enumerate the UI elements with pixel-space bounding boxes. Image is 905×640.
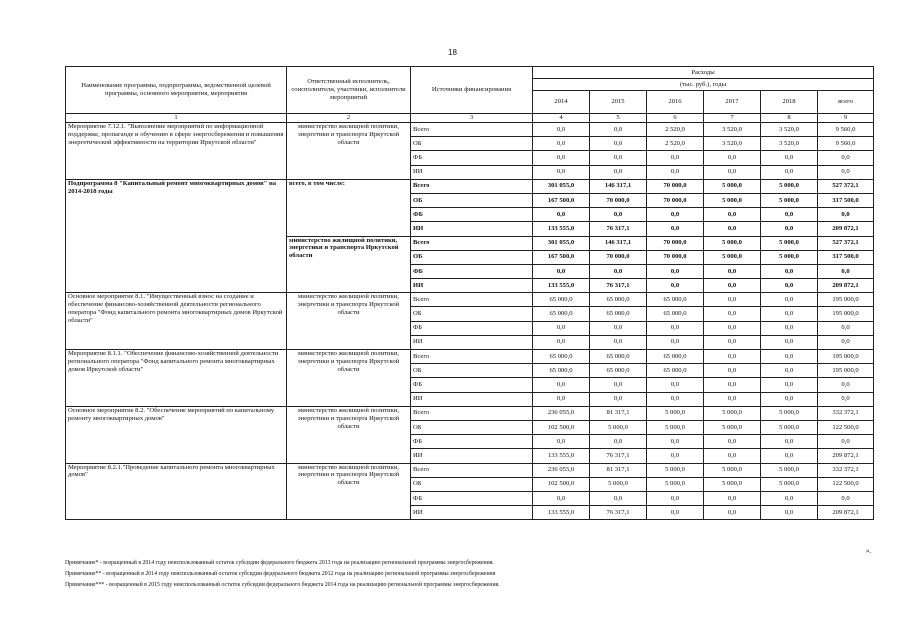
budget-table	[65, 66, 874, 520]
value-cell: 0,0	[533, 392, 590, 406]
value-cell: 195 000,0	[818, 307, 874, 321]
value-cell: 0,0	[704, 435, 761, 449]
funding-source: ФБ	[411, 264, 533, 278]
value-cell: 0,0	[761, 350, 818, 364]
value-cell: 0,0	[647, 151, 704, 165]
value-cell: 0,0	[761, 378, 818, 392]
value-cell: 102 500,0	[533, 477, 590, 491]
value-cell: 0,0	[533, 165, 590, 179]
value-cell: 167 500,0	[533, 193, 590, 207]
value-cell: 0,0	[761, 435, 818, 449]
value-cell: 70 000,0	[647, 236, 704, 250]
header-year: 2016	[647, 91, 704, 114]
item-executor: министерство жилищной политики, энергетики и транспорта Иркутской области	[287, 463, 411, 520]
value-cell: 0,0	[704, 449, 761, 463]
notes	[65, 558, 873, 591]
value-cell: 5 000,0	[761, 193, 818, 207]
value-cell: 0,0	[761, 321, 818, 335]
value-cell: 0,0	[647, 506, 704, 520]
value-cell: 0,0	[647, 435, 704, 449]
column-number: 1	[66, 114, 287, 123]
value-cell: 0,0	[818, 491, 874, 505]
funding-source: ОБ	[411, 477, 533, 491]
value-cell: 301 055,0	[533, 236, 590, 250]
table-row	[66, 123, 874, 137]
value-cell: 0,0	[590, 321, 647, 335]
value-cell: 0,0	[704, 279, 761, 293]
funding-source: ФБ	[411, 321, 533, 335]
value-cell: 209 872,1	[818, 279, 874, 293]
value-cell: 0,0	[590, 151, 647, 165]
value-cell: 146 317,1	[590, 236, 647, 250]
value-cell: 65 000,0	[533, 307, 590, 321]
funding-source: ФБ	[411, 378, 533, 392]
value-cell: 0,0	[761, 208, 818, 222]
value-cell: 0,0	[818, 321, 874, 335]
value-cell: 0,0	[647, 279, 704, 293]
value-cell: 0,0	[761, 264, 818, 278]
value-cell: 0,0	[761, 307, 818, 321]
value-cell: 0,0	[590, 335, 647, 349]
funding-source: ОБ	[411, 193, 533, 207]
value-cell: 3 520,0	[704, 137, 761, 151]
header-year: 2018	[761, 91, 818, 114]
value-cell: 301 055,0	[533, 179, 590, 193]
value-cell: 2 520,0	[647, 137, 704, 151]
value-cell: 9 560,0	[818, 123, 874, 137]
value-cell: 3 520,0	[761, 137, 818, 151]
item-name: Мероприятие 8.1.1. "Обеспечение финансово-хозяйственной деятельности регионального оператора "Фонд капитального ремонта многоквартирных домов Иркутской области"	[66, 350, 287, 407]
value-cell: 70 000,0	[647, 193, 704, 207]
value-cell: 76 317,1	[590, 449, 647, 463]
item-name: Мероприятие 8.2.1."Проведение капитального ремонта многоквартирных домов"	[66, 463, 287, 520]
funding-source: ИИ	[411, 506, 533, 520]
value-cell: 2 520,0	[647, 123, 704, 137]
funding-source: ОБ	[411, 420, 533, 434]
value-cell: 70 000,0	[590, 250, 647, 264]
item-executor: министерство жилищной политики, энергетики и транспорта Иркутской области	[287, 406, 411, 463]
note: Примечание** - возращенный в 2014 году неиспользованный остаток субсидии федерального бюджета 2012 года на реализацию региональной программы энергосбережения	[65, 571, 496, 577]
funding-source: ОБ	[411, 137, 533, 151]
funding-source: ИИ	[411, 165, 533, 179]
value-cell: 0,0	[761, 449, 818, 463]
value-cell: 65 000,0	[647, 293, 704, 307]
value-cell: 236 055,0	[533, 463, 590, 477]
value-cell: 317 500,0	[818, 250, 874, 264]
value-cell: 133 555,0	[533, 279, 590, 293]
table-row	[66, 463, 874, 477]
value-cell: 209 872,1	[818, 449, 874, 463]
value-cell: 0,0	[704, 222, 761, 236]
value-cell: 0,0	[590, 137, 647, 151]
value-cell: 5 000,0	[761, 463, 818, 477]
value-cell: 195 000,0	[818, 350, 874, 364]
funding-source: ФБ	[411, 208, 533, 222]
value-cell: 76 317,1	[590, 279, 647, 293]
header-year: 2017	[704, 91, 761, 114]
column-number: 3	[411, 114, 533, 123]
closing-mark: ».	[866, 547, 872, 555]
value-cell: 0,0	[704, 264, 761, 278]
funding-source: Всего	[411, 123, 533, 137]
funding-source: ФБ	[411, 491, 533, 505]
value-cell: 5 000,0	[761, 420, 818, 434]
value-cell: 65 000,0	[590, 293, 647, 307]
value-cell: 0,0	[704, 151, 761, 165]
value-cell: 0,0	[647, 491, 704, 505]
value-cell: 0,0	[647, 264, 704, 278]
value-cell: 0,0	[590, 208, 647, 222]
item-name: Основное мероприятие 8.1. "Имущественный взнос на создание и обеспечение финансово-хозяйственной деятельности регионального оператора "Фонд капитального ремонта многоквартирных домов Иркутской области"	[66, 293, 287, 350]
value-cell: 65 000,0	[533, 364, 590, 378]
header-year: 2014	[533, 91, 590, 114]
page-number: 18	[448, 48, 457, 57]
value-cell: 527 372,1	[818, 179, 874, 193]
value-cell: 236 055,0	[533, 406, 590, 420]
funding-source: Всего	[411, 350, 533, 364]
value-cell: 0,0	[818, 335, 874, 349]
value-cell: 0,0	[647, 392, 704, 406]
value-cell: 0,0	[590, 165, 647, 179]
funding-source: ИИ	[411, 449, 533, 463]
funding-source: ИИ	[411, 279, 533, 293]
value-cell: 5 000,0	[647, 406, 704, 420]
value-cell: 5 000,0	[704, 477, 761, 491]
value-cell: 76 317,1	[590, 222, 647, 236]
item-executor: министерство жилищной политики, энергетики и транспорта Иркутской области	[287, 236, 411, 293]
value-cell: 5 000,0	[704, 406, 761, 420]
value-cell: 5 000,0	[647, 463, 704, 477]
value-cell: 102 500,0	[533, 420, 590, 434]
value-cell: 5 000,0	[761, 236, 818, 250]
value-cell: 0,0	[704, 165, 761, 179]
value-cell: 0,0	[704, 392, 761, 406]
value-cell: 317 500,0	[818, 193, 874, 207]
value-cell: 65 000,0	[647, 307, 704, 321]
column-number: 2	[287, 114, 411, 123]
budget-table-body	[66, 67, 874, 520]
value-cell: 81 317,1	[590, 463, 647, 477]
funding-source: ИИ	[411, 392, 533, 406]
header-executor: Ответственный исполнитель, соисполнители, участники, исполнители мероприятий	[287, 67, 411, 114]
value-cell: 65 000,0	[590, 364, 647, 378]
value-cell: 0,0	[533, 123, 590, 137]
value-cell: 122 500,0	[818, 420, 874, 434]
value-cell: 3 520,0	[704, 123, 761, 137]
value-cell: 0,0	[533, 264, 590, 278]
value-cell: 0,0	[704, 378, 761, 392]
item-executor: министерство жилищной политики, энергетики и транспорта Иркутской области	[287, 123, 411, 180]
value-cell: 0,0	[761, 364, 818, 378]
value-cell: 0,0	[761, 392, 818, 406]
value-cell: 0,0	[533, 137, 590, 151]
value-cell: 0,0	[590, 435, 647, 449]
value-cell: 332 372,1	[818, 463, 874, 477]
value-cell: 133 555,0	[533, 506, 590, 520]
table-row	[66, 179, 874, 193]
value-cell: 0,0	[704, 307, 761, 321]
value-cell: 0,0	[647, 378, 704, 392]
value-cell: 5 000,0	[704, 250, 761, 264]
item-name: Основное мероприятие 8.2. "Обеспечение мероприятий по капитальному ремонту многоквартирных домов"	[66, 406, 287, 463]
value-cell: 5 000,0	[704, 179, 761, 193]
header-source: Источники финансирования	[411, 67, 533, 114]
header-units: (тыс. руб.), годы	[533, 79, 874, 91]
value-cell: 0,0	[818, 378, 874, 392]
value-cell: 0,0	[761, 165, 818, 179]
value-cell: 0,0	[818, 392, 874, 406]
note: Примечание*** - возращенный в 2015 году неиспользованный остаток субсидии федерального бюджета 2014 года на реализацию региональной программы энергосбережения.	[65, 582, 500, 588]
table-row	[66, 350, 874, 364]
column-number: 4	[533, 114, 590, 123]
value-cell: 146 317,1	[590, 179, 647, 193]
value-cell: 0,0	[761, 335, 818, 349]
value-cell: 81 317,1	[590, 406, 647, 420]
value-cell: 65 000,0	[533, 350, 590, 364]
value-cell: 0,0	[533, 151, 590, 165]
value-cell: 195 000,0	[818, 364, 874, 378]
funding-source: Всего	[411, 463, 533, 477]
item-executor: министерство жилищной политики, энергетики и транспорта Иркутской области	[287, 293, 411, 350]
column-number: 9	[818, 114, 874, 123]
header-expenses: Расходы	[533, 67, 874, 79]
funding-source: ФБ	[411, 151, 533, 165]
item-name: Мероприятие 7.12.1. "Выполнение мероприятий по информационной поддержке, пропаганде и обучению в сфере энергосбережения и повышения энергетической эффективности на территории Иркутской области"	[66, 123, 287, 180]
table-row	[66, 406, 874, 420]
value-cell: 5 000,0	[590, 477, 647, 491]
value-cell: 0,0	[590, 378, 647, 392]
value-cell: 0,0	[761, 279, 818, 293]
table-row	[66, 293, 874, 307]
value-cell: 5 000,0	[590, 420, 647, 434]
column-number: 6	[647, 114, 704, 123]
value-cell: 0,0	[533, 491, 590, 505]
column-number: 8	[761, 114, 818, 123]
value-cell: 65 000,0	[590, 350, 647, 364]
value-cell: 0,0	[647, 321, 704, 335]
value-cell: 65 000,0	[533, 293, 590, 307]
value-cell: 0,0	[704, 364, 761, 378]
value-cell: 122 500,0	[818, 477, 874, 491]
column-number: 7	[704, 114, 761, 123]
funding-source: ОБ	[411, 364, 533, 378]
value-cell: 0,0	[818, 151, 874, 165]
value-cell: 5 000,0	[647, 420, 704, 434]
funding-source: ФБ	[411, 435, 533, 449]
value-cell: 9 560,0	[818, 137, 874, 151]
item-executor: всего, в том числе:	[287, 179, 411, 236]
note: Примечание* - возращенный в 2014 году неиспользованный остаток субсидии федерального бюджета 2013 года на реализацию региональной программы энергосбережения.	[65, 560, 494, 566]
value-cell: 5 000,0	[704, 236, 761, 250]
value-cell: 0,0	[533, 321, 590, 335]
value-cell: 0,0	[533, 435, 590, 449]
value-cell: 70 000,0	[647, 250, 704, 264]
funding-source: Всего	[411, 236, 533, 250]
item-name: Подпрограмма 8 "Капитальный ремонт многоквартирных домов" на 2014-2018 годы	[66, 179, 287, 293]
value-cell: 0,0	[704, 350, 761, 364]
funding-source: Всего	[411, 293, 533, 307]
item-executor: министерство жилищной политики, энергетики и транспорта Иркутской области	[287, 350, 411, 407]
value-cell: 0,0	[761, 491, 818, 505]
value-cell: 167 500,0	[533, 250, 590, 264]
value-cell: 70 000,0	[590, 193, 647, 207]
value-cell: 0,0	[818, 264, 874, 278]
value-cell: 76 317,1	[590, 506, 647, 520]
header-year: 2015	[590, 91, 647, 114]
funding-source: ОБ	[411, 307, 533, 321]
value-cell: 0,0	[818, 435, 874, 449]
value-cell: 5 000,0	[761, 250, 818, 264]
value-cell: 0,0	[590, 491, 647, 505]
value-cell: 65 000,0	[647, 364, 704, 378]
value-cell: 0,0	[818, 208, 874, 222]
value-cell: 0,0	[761, 222, 818, 236]
value-cell: 0,0	[590, 392, 647, 406]
value-cell: 5 000,0	[761, 179, 818, 193]
value-cell: 0,0	[761, 506, 818, 520]
value-cell: 5 000,0	[704, 463, 761, 477]
value-cell: 0,0	[704, 321, 761, 335]
value-cell: 5 000,0	[704, 193, 761, 207]
value-cell: 0,0	[704, 293, 761, 307]
value-cell: 0,0	[704, 506, 761, 520]
value-cell: 3 520,0	[761, 123, 818, 137]
funding-source: ИИ	[411, 335, 533, 349]
value-cell: 0,0	[647, 449, 704, 463]
value-cell: 133 555,0	[533, 222, 590, 236]
value-cell: 5 000,0	[761, 477, 818, 491]
value-cell: 133 555,0	[533, 449, 590, 463]
value-cell: 527 372,1	[818, 236, 874, 250]
value-cell: 0,0	[647, 165, 704, 179]
value-cell: 332 372,1	[818, 406, 874, 420]
value-cell: 0,0	[647, 335, 704, 349]
funding-source: Всего	[411, 406, 533, 420]
funding-source: Всего	[411, 179, 533, 193]
value-cell: 65 000,0	[647, 350, 704, 364]
value-cell: 5 000,0	[647, 477, 704, 491]
value-cell: 209 872,1	[818, 506, 874, 520]
value-cell: 5 000,0	[761, 406, 818, 420]
value-cell: 209 872,1	[818, 222, 874, 236]
value-cell: 0,0	[533, 378, 590, 392]
column-number: 5	[590, 114, 647, 123]
value-cell: 0,0	[647, 208, 704, 222]
funding-source: ОБ	[411, 250, 533, 264]
value-cell: 0,0	[704, 491, 761, 505]
value-cell: 0,0	[647, 222, 704, 236]
value-cell: 0,0	[704, 335, 761, 349]
value-cell: 70 000,0	[647, 179, 704, 193]
value-cell: 195 000,0	[818, 293, 874, 307]
value-cell: 0,0	[533, 335, 590, 349]
value-cell: 0,0	[761, 293, 818, 307]
value-cell: 0,0	[533, 208, 590, 222]
value-cell: 0,0	[818, 165, 874, 179]
funding-source: ИИ	[411, 222, 533, 236]
value-cell: 5 000,0	[704, 420, 761, 434]
value-cell: 0,0	[761, 151, 818, 165]
value-cell: 0,0	[704, 208, 761, 222]
header-year: всего	[818, 91, 874, 114]
value-cell: 0,0	[590, 123, 647, 137]
value-cell: 0,0	[590, 264, 647, 278]
value-cell: 65 000,0	[590, 307, 647, 321]
header-name: Наименование программы, подпрограммы, ведомственной целевой программы, основного мероприятия, мероприятия	[66, 67, 287, 114]
